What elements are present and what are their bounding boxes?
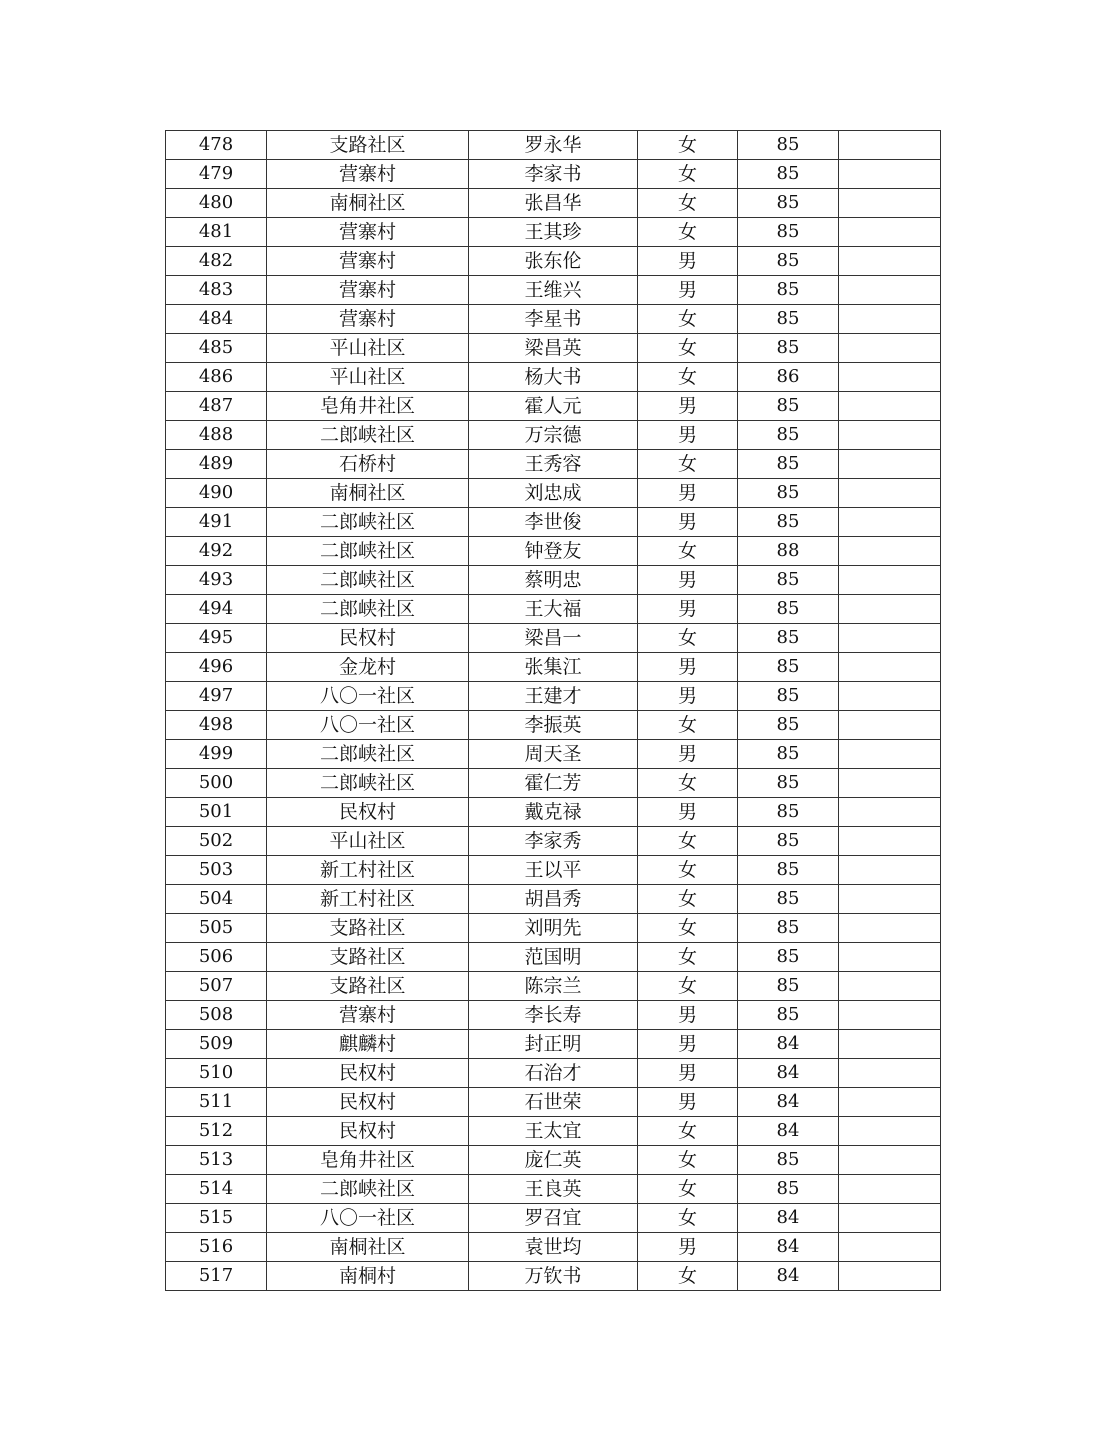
remarks-cell (839, 653, 941, 682)
remarks-cell (839, 1204, 941, 1233)
gender-cell: 女 (638, 363, 738, 392)
row-number-cell: 491 (166, 508, 267, 537)
gender-cell: 女 (638, 1175, 738, 1204)
gender-cell: 女 (638, 537, 738, 566)
community-name-cell: 二郎峡社区 (267, 1175, 469, 1204)
remarks-cell (839, 363, 941, 392)
gender-cell: 女 (638, 131, 738, 160)
table-row (166, 769, 941, 798)
table-row (166, 1001, 941, 1030)
community-name-cell: 平山社区 (267, 334, 469, 363)
score-cell: 85 (738, 740, 839, 769)
score-cell: 85 (738, 276, 839, 305)
remarks-cell (839, 247, 941, 276)
row-number-cell: 507 (166, 972, 267, 1001)
score-cell: 85 (738, 624, 839, 653)
table-row (166, 247, 941, 276)
person-name-cell: 李世俊 (469, 508, 638, 537)
community-name-cell: 民权村 (267, 1059, 469, 1088)
score-cell: 85 (738, 769, 839, 798)
remarks-cell (839, 479, 941, 508)
table-row (166, 972, 941, 1001)
person-name-cell: 陈宗兰 (469, 972, 638, 1001)
remarks-cell (839, 798, 941, 827)
remarks-cell (839, 682, 941, 711)
community-name-cell: 二郎峡社区 (267, 566, 469, 595)
row-number-cell: 500 (166, 769, 267, 798)
gender-cell: 男 (638, 1233, 738, 1262)
community-name-cell: 金龙村 (267, 653, 469, 682)
community-name-cell: 二郎峡社区 (267, 537, 469, 566)
remarks-cell (839, 624, 941, 653)
row-number-cell: 515 (166, 1204, 267, 1233)
gender-cell: 女 (638, 624, 738, 653)
table-row (166, 856, 941, 885)
row-number-cell: 508 (166, 1001, 267, 1030)
community-name-cell: 麒麟村 (267, 1030, 469, 1059)
score-cell: 85 (738, 334, 839, 363)
person-name-cell: 胡昌秀 (469, 885, 638, 914)
community-name-cell: 平山社区 (267, 363, 469, 392)
table-row (166, 624, 941, 653)
remarks-cell (839, 508, 941, 537)
row-number-cell: 493 (166, 566, 267, 595)
row-number-cell: 501 (166, 798, 267, 827)
score-cell: 84 (738, 1030, 839, 1059)
score-cell: 85 (738, 885, 839, 914)
community-name-cell: 营寨村 (267, 218, 469, 247)
remarks-cell (839, 972, 941, 1001)
person-name-cell: 袁世均 (469, 1233, 638, 1262)
score-cell: 85 (738, 1146, 839, 1175)
table-row (166, 566, 941, 595)
table-row (166, 508, 941, 537)
gender-cell: 女 (638, 160, 738, 189)
row-number-cell: 488 (166, 421, 267, 450)
person-name-cell: 王其珍 (469, 218, 638, 247)
table-row (166, 1088, 941, 1117)
table-row (166, 1059, 941, 1088)
person-name-cell: 霍仁芳 (469, 769, 638, 798)
row-number-cell: 513 (166, 1146, 267, 1175)
row-number-cell: 480 (166, 189, 267, 218)
table-row (166, 1233, 941, 1262)
gender-cell: 男 (638, 566, 738, 595)
row-number-cell: 486 (166, 363, 267, 392)
community-name-cell: 南桐社区 (267, 1233, 469, 1262)
score-cell: 85 (738, 305, 839, 334)
community-name-cell: 营寨村 (267, 160, 469, 189)
table-row (166, 1204, 941, 1233)
table-row (166, 1030, 941, 1059)
person-name-cell: 李家书 (469, 160, 638, 189)
person-name-cell: 梁昌一 (469, 624, 638, 653)
table-row (166, 711, 941, 740)
person-name-cell: 王良英 (469, 1175, 638, 1204)
person-name-cell: 王太宜 (469, 1117, 638, 1146)
table-row (166, 943, 941, 972)
community-name-cell: 南桐社区 (267, 189, 469, 218)
row-number-cell: 478 (166, 131, 267, 160)
remarks-cell (839, 885, 941, 914)
gender-cell: 女 (638, 769, 738, 798)
remarks-cell (839, 769, 941, 798)
score-cell: 85 (738, 682, 839, 711)
remarks-cell (839, 1262, 941, 1291)
score-cell: 85 (738, 653, 839, 682)
remarks-cell (839, 160, 941, 189)
community-name-cell: 民权村 (267, 624, 469, 653)
community-name-cell: 支路社区 (267, 914, 469, 943)
table-row (166, 421, 941, 450)
table-row (166, 914, 941, 943)
row-number-cell: 496 (166, 653, 267, 682)
table-row (166, 1117, 941, 1146)
person-name-cell: 石治才 (469, 1059, 638, 1088)
gender-cell: 女 (638, 189, 738, 218)
row-number-cell: 495 (166, 624, 267, 653)
remarks-cell (839, 421, 941, 450)
remarks-cell (839, 1233, 941, 1262)
gender-cell: 男 (638, 1001, 738, 1030)
remarks-cell (839, 856, 941, 885)
gender-cell: 女 (638, 1146, 738, 1175)
remarks-cell (839, 392, 941, 421)
row-number-cell: 482 (166, 247, 267, 276)
table-row (166, 1262, 941, 1291)
gender-cell: 女 (638, 914, 738, 943)
person-name-cell: 刘明先 (469, 914, 638, 943)
row-number-cell: 494 (166, 595, 267, 624)
score-cell: 84 (738, 1088, 839, 1117)
table-row (166, 885, 941, 914)
row-number-cell: 512 (166, 1117, 267, 1146)
remarks-cell (839, 827, 941, 856)
community-name-cell: 石桥村 (267, 450, 469, 479)
remarks-cell (839, 450, 941, 479)
row-number-cell: 484 (166, 305, 267, 334)
community-name-cell: 皂角井社区 (267, 392, 469, 421)
gender-cell: 男 (638, 421, 738, 450)
gender-cell: 女 (638, 305, 738, 334)
person-name-cell: 霍人元 (469, 392, 638, 421)
person-name-cell: 张东伦 (469, 247, 638, 276)
score-cell: 85 (738, 798, 839, 827)
remarks-cell (839, 189, 941, 218)
community-name-cell: 民权村 (267, 798, 469, 827)
community-name-cell: 支路社区 (267, 131, 469, 160)
row-number-cell: 505 (166, 914, 267, 943)
remarks-cell (839, 1175, 941, 1204)
gender-cell: 女 (638, 1117, 738, 1146)
row-number-cell: 485 (166, 334, 267, 363)
table-row (166, 798, 941, 827)
row-number-cell: 510 (166, 1059, 267, 1088)
gender-cell: 女 (638, 334, 738, 363)
person-name-cell: 刘忠成 (469, 479, 638, 508)
row-number-cell: 489 (166, 450, 267, 479)
row-number-cell: 487 (166, 392, 267, 421)
row-number-cell: 490 (166, 479, 267, 508)
row-number-cell: 504 (166, 885, 267, 914)
row-number-cell: 498 (166, 711, 267, 740)
person-name-cell: 蔡明忠 (469, 566, 638, 595)
score-cell: 85 (738, 131, 839, 160)
community-name-cell: 二郎峡社区 (267, 421, 469, 450)
row-number-cell: 492 (166, 537, 267, 566)
person-name-cell: 罗永华 (469, 131, 638, 160)
roster-table-body (166, 131, 941, 1291)
score-cell: 85 (738, 160, 839, 189)
remarks-cell (839, 566, 941, 595)
person-name-cell: 万钦书 (469, 1262, 638, 1291)
community-name-cell: 营寨村 (267, 305, 469, 334)
row-number-cell: 516 (166, 1233, 267, 1262)
row-number-cell: 497 (166, 682, 267, 711)
score-cell: 85 (738, 479, 839, 508)
score-cell: 84 (738, 1262, 839, 1291)
remarks-cell (839, 1146, 941, 1175)
gender-cell: 男 (638, 682, 738, 711)
person-name-cell: 李家秀 (469, 827, 638, 856)
person-name-cell: 罗召宜 (469, 1204, 638, 1233)
gender-cell: 女 (638, 1204, 738, 1233)
score-cell: 84 (738, 1204, 839, 1233)
roster-table (165, 130, 941, 1291)
score-cell: 85 (738, 508, 839, 537)
score-cell: 84 (738, 1117, 839, 1146)
gender-cell: 男 (638, 508, 738, 537)
gender-cell: 男 (638, 247, 738, 276)
table-row (166, 682, 941, 711)
person-name-cell: 张集江 (469, 653, 638, 682)
gender-cell: 男 (638, 1030, 738, 1059)
person-name-cell: 李长寿 (469, 1001, 638, 1030)
remarks-cell (839, 1059, 941, 1088)
person-name-cell: 王建才 (469, 682, 638, 711)
gender-cell: 女 (638, 827, 738, 856)
person-name-cell: 封正明 (469, 1030, 638, 1059)
row-number-cell: 511 (166, 1088, 267, 1117)
remarks-cell (839, 711, 941, 740)
gender-cell: 男 (638, 479, 738, 508)
gender-cell: 男 (638, 276, 738, 305)
gender-cell: 女 (638, 711, 738, 740)
score-cell: 85 (738, 943, 839, 972)
person-name-cell: 钟登友 (469, 537, 638, 566)
person-name-cell: 石世荣 (469, 1088, 638, 1117)
score-cell: 85 (738, 421, 839, 450)
remarks-cell (839, 305, 941, 334)
table-row (166, 479, 941, 508)
remarks-cell (839, 1088, 941, 1117)
score-cell: 85 (738, 566, 839, 595)
community-name-cell: 皂角井社区 (267, 1146, 469, 1175)
table-row (166, 595, 941, 624)
row-number-cell: 506 (166, 943, 267, 972)
row-number-cell: 517 (166, 1262, 267, 1291)
table-row (166, 450, 941, 479)
remarks-cell (839, 943, 941, 972)
community-name-cell: 南桐村 (267, 1262, 469, 1291)
table-row (166, 537, 941, 566)
person-name-cell: 李星书 (469, 305, 638, 334)
row-number-cell: 479 (166, 160, 267, 189)
community-name-cell: 新工村社区 (267, 885, 469, 914)
score-cell: 85 (738, 450, 839, 479)
table-row (166, 1146, 941, 1175)
person-name-cell: 戴克禄 (469, 798, 638, 827)
table-row (166, 363, 941, 392)
score-cell: 85 (738, 711, 839, 740)
person-name-cell: 周天圣 (469, 740, 638, 769)
gender-cell: 女 (638, 450, 738, 479)
remarks-cell (839, 595, 941, 624)
table-row (166, 740, 941, 769)
community-name-cell: 支路社区 (267, 972, 469, 1001)
community-name-cell: 二郎峡社区 (267, 595, 469, 624)
person-name-cell: 王维兴 (469, 276, 638, 305)
remarks-cell (839, 276, 941, 305)
community-name-cell: 营寨村 (267, 276, 469, 305)
gender-cell: 男 (638, 798, 738, 827)
person-name-cell: 王以平 (469, 856, 638, 885)
table-row (166, 827, 941, 856)
gender-cell: 女 (638, 1262, 738, 1291)
score-cell: 85 (738, 856, 839, 885)
row-number-cell: 499 (166, 740, 267, 769)
gender-cell: 女 (638, 885, 738, 914)
table-row (166, 653, 941, 682)
table-row (166, 131, 941, 160)
gender-cell: 女 (638, 218, 738, 247)
community-name-cell: 平山社区 (267, 827, 469, 856)
remarks-cell (839, 914, 941, 943)
community-name-cell: 八〇一社区 (267, 682, 469, 711)
remarks-cell (839, 131, 941, 160)
row-number-cell: 509 (166, 1030, 267, 1059)
community-name-cell: 二郎峡社区 (267, 769, 469, 798)
person-name-cell: 李振英 (469, 711, 638, 740)
row-number-cell: 503 (166, 856, 267, 885)
score-cell: 85 (738, 827, 839, 856)
score-cell: 85 (738, 1175, 839, 1204)
table-row (166, 305, 941, 334)
remarks-cell (839, 218, 941, 247)
row-number-cell: 514 (166, 1175, 267, 1204)
gender-cell: 男 (638, 1088, 738, 1117)
person-name-cell: 王大福 (469, 595, 638, 624)
score-cell: 85 (738, 247, 839, 276)
gender-cell: 男 (638, 595, 738, 624)
table-row (166, 334, 941, 363)
community-name-cell: 二郎峡社区 (267, 740, 469, 769)
score-cell: 84 (738, 1059, 839, 1088)
community-name-cell: 新工村社区 (267, 856, 469, 885)
row-number-cell: 483 (166, 276, 267, 305)
gender-cell: 女 (638, 856, 738, 885)
table-row (166, 392, 941, 421)
person-name-cell: 王秀容 (469, 450, 638, 479)
gender-cell: 男 (638, 653, 738, 682)
gender-cell: 男 (638, 740, 738, 769)
person-name-cell: 范国明 (469, 943, 638, 972)
score-cell: 86 (738, 363, 839, 392)
remarks-cell (839, 334, 941, 363)
gender-cell: 男 (638, 392, 738, 421)
remarks-cell (839, 1117, 941, 1146)
community-name-cell: 八〇一社区 (267, 1204, 469, 1233)
community-name-cell: 南桐社区 (267, 479, 469, 508)
table-row (166, 189, 941, 218)
row-number-cell: 481 (166, 218, 267, 247)
table-row (166, 1175, 941, 1204)
community-name-cell: 八〇一社区 (267, 711, 469, 740)
score-cell: 85 (738, 218, 839, 247)
remarks-cell (839, 740, 941, 769)
score-cell: 84 (738, 1233, 839, 1262)
person-name-cell: 梁昌英 (469, 334, 638, 363)
community-name-cell: 民权村 (267, 1117, 469, 1146)
table-row (166, 160, 941, 189)
community-name-cell: 民权村 (267, 1088, 469, 1117)
gender-cell: 男 (638, 1059, 738, 1088)
person-name-cell: 万宗德 (469, 421, 638, 450)
community-name-cell: 营寨村 (267, 1001, 469, 1030)
row-number-cell: 502 (166, 827, 267, 856)
remarks-cell (839, 1030, 941, 1059)
gender-cell: 女 (638, 972, 738, 1001)
table-row (166, 276, 941, 305)
score-cell: 85 (738, 189, 839, 218)
person-name-cell: 庞仁英 (469, 1146, 638, 1175)
community-name-cell: 二郎峡社区 (267, 508, 469, 537)
score-cell: 85 (738, 972, 839, 1001)
score-cell: 85 (738, 1001, 839, 1030)
community-name-cell: 营寨村 (267, 247, 469, 276)
score-cell: 85 (738, 595, 839, 624)
remarks-cell (839, 537, 941, 566)
person-name-cell: 张昌华 (469, 189, 638, 218)
score-cell: 85 (738, 914, 839, 943)
table-row (166, 218, 941, 247)
score-cell: 85 (738, 392, 839, 421)
community-name-cell: 支路社区 (267, 943, 469, 972)
remarks-cell (839, 1001, 941, 1030)
gender-cell: 女 (638, 943, 738, 972)
score-cell: 88 (738, 537, 839, 566)
person-name-cell: 杨大书 (469, 363, 638, 392)
